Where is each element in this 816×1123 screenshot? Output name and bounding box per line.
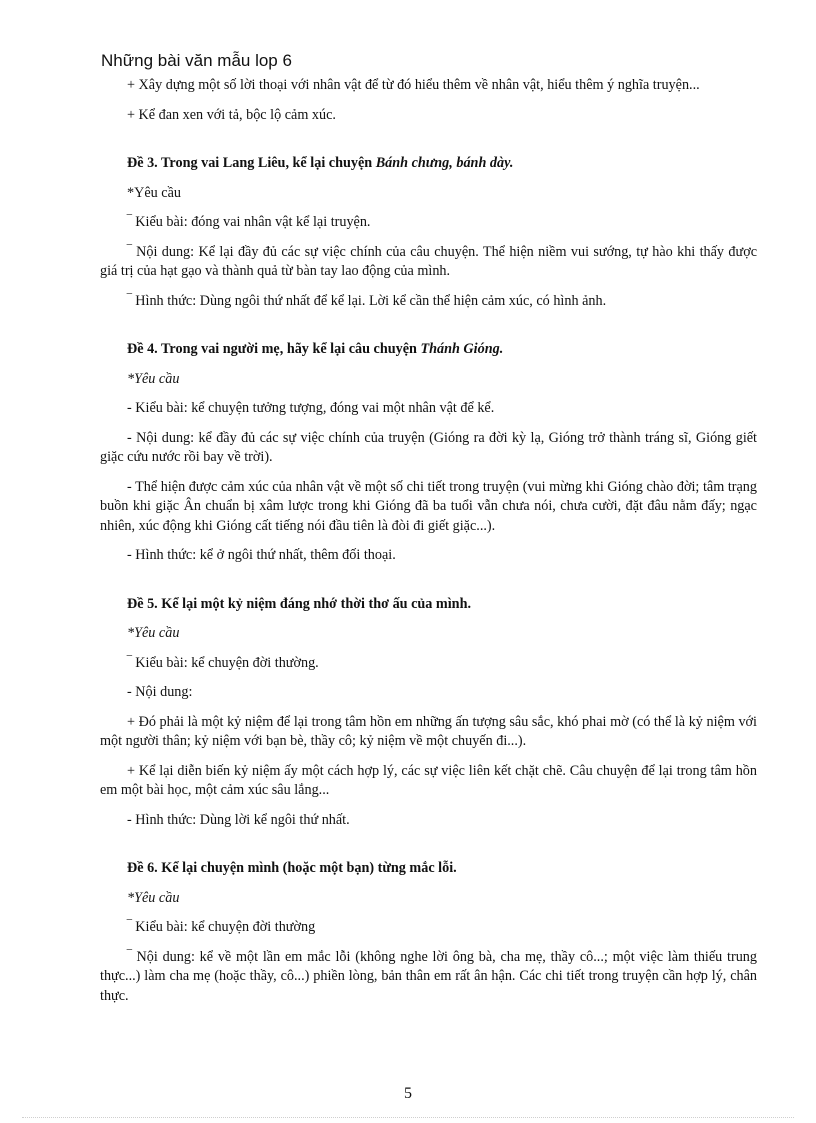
section-6-item-1: ‾ Kiểu bài: kể chuyện đời thường bbox=[127, 919, 316, 935]
section-3-item-3: ‾ Hình thức: Dùng ngôi thứ nhất để kể lại. Lời kể cần thể hiện cảm xúc, có hình ảnh. bbox=[127, 292, 607, 309]
section-4-item-4: - Hình thức: kể ở ngôi thứ nhất, thêm đối thoại. bbox=[127, 547, 396, 563]
page-bottom-divider bbox=[22, 1117, 794, 1118]
section-6-requirement: *Yêu cầu bbox=[127, 889, 180, 906]
section-5-item-4: + Kể lại diễn biến kỷ niệm ấy một cách hợp lý, các sự việc liên kết chặt chẽ. Câu chuyện để lại trong tâm hồn em một bài học, một cảm xúc sâu lắng... bbox=[100, 762, 757, 798]
section-3-requirement: *Yêu cầu bbox=[127, 184, 181, 201]
section-4-item-3: - Thể hiện được cảm xúc của nhân vật về một số chi tiết trong truyện (vui mừng khi Gióng chào đời; tâm trạng buồn khi giặc Ân chuẩn bị xâm lược trong khi Gióng đã ba tuổi vẫn chưa nói, chưa cười, đặt đâu nằm đấy; ngạc nhiên, xúc động khi Gióng cất tiếng nói đầu tiên là đòi đi giết giặc...). bbox=[100, 478, 757, 534]
section-4-requirement: *Yêu cầu bbox=[127, 370, 180, 387]
section-5-item-1: ‾ Kiểu bài: kể chuyện đời thường. bbox=[127, 654, 319, 671]
intro-line-2: + Kể đan xen với tả, bộc lộ cảm xúc. bbox=[127, 106, 336, 123]
section-5-item-2: - Nội dung: bbox=[127, 684, 193, 700]
page-header: Những bài văn mẫu lop 6 bbox=[101, 51, 292, 70]
section-4-item-2: - Nội dung: kể đầy đủ các sự việc chính của truyện (Gióng ra đời kỳ lạ, Gióng trở thành tráng sĩ, Gióng giết giặc cứu nước rồi bay về trời). bbox=[100, 429, 757, 465]
document-body bbox=[100, 76, 757, 1006]
section-3-item-2: ‾ Nội dung: Kể lại đầy đủ các sự việc chính của câu chuyện. Thể hiện niềm vui sướng, tự hào khi thấy được giá trị của hạt gạo và thành quả từ bàn tay lao động của mình. bbox=[100, 243, 757, 279]
section-title-3: Đề 3. Trong vai Lang Liêu, kể lại chuyện Bánh chưng, bánh dày. bbox=[127, 155, 514, 171]
section-5-item-5: - Hình thức: Dùng lời kể ngôi thứ nhất. bbox=[127, 811, 350, 828]
section-4-item-1: - Kiểu bài: kể chuyện tưởng tượng, đóng vai một nhân vật để kể. bbox=[127, 400, 495, 416]
section-3-item-1: ‾ Kiểu bài: đóng vai nhân vật kể lại truyện. bbox=[127, 214, 371, 230]
intro-line-1: + Xây dựng một số lời thoại với nhân vật để từ đó hiểu thêm về nhân vật, hiểu thêm ý nghĩa truyện... bbox=[127, 77, 700, 93]
section-title-6: Đề 6. Kể lại chuyện mình (hoặc một bạn) từng mắc lỗi. bbox=[127, 860, 457, 876]
section-title-5: Đề 5. Kể lại một kỷ niệm đáng nhớ thời thơ ấu của mình. bbox=[127, 595, 472, 612]
page-number: 5 bbox=[404, 1085, 412, 1102]
section-5-requirement: *Yêu cầu bbox=[127, 625, 180, 641]
section-5-item-3: + Đó phải là một kỷ niệm để lại trong tâm hồn em những ấn tượng sâu sắc, khó phai mờ (có thể là kỷ niệm với một người thân; kỷ niệm với bạn bè, thầy cô; kỷ niệm về một chuyến đi...). bbox=[100, 713, 757, 749]
section-6-item-2: ‾ Nội dung: kể về một lần em mắc lỗi (không nghe lời ông bà, cha mẹ, thầy cô...; một việc làm thiếu trung thực...) làm cha mẹ (hoặc thầy, cô...) phiền lòng, bản thân em rất ân hận. Các chi tiết trong truyện cần hợp lý, chân thực. bbox=[100, 948, 757, 1004]
section-title-4: Đề 4. Trong vai người mẹ, hãy kể lại câu chuyện Thánh Gióng. bbox=[127, 341, 504, 357]
